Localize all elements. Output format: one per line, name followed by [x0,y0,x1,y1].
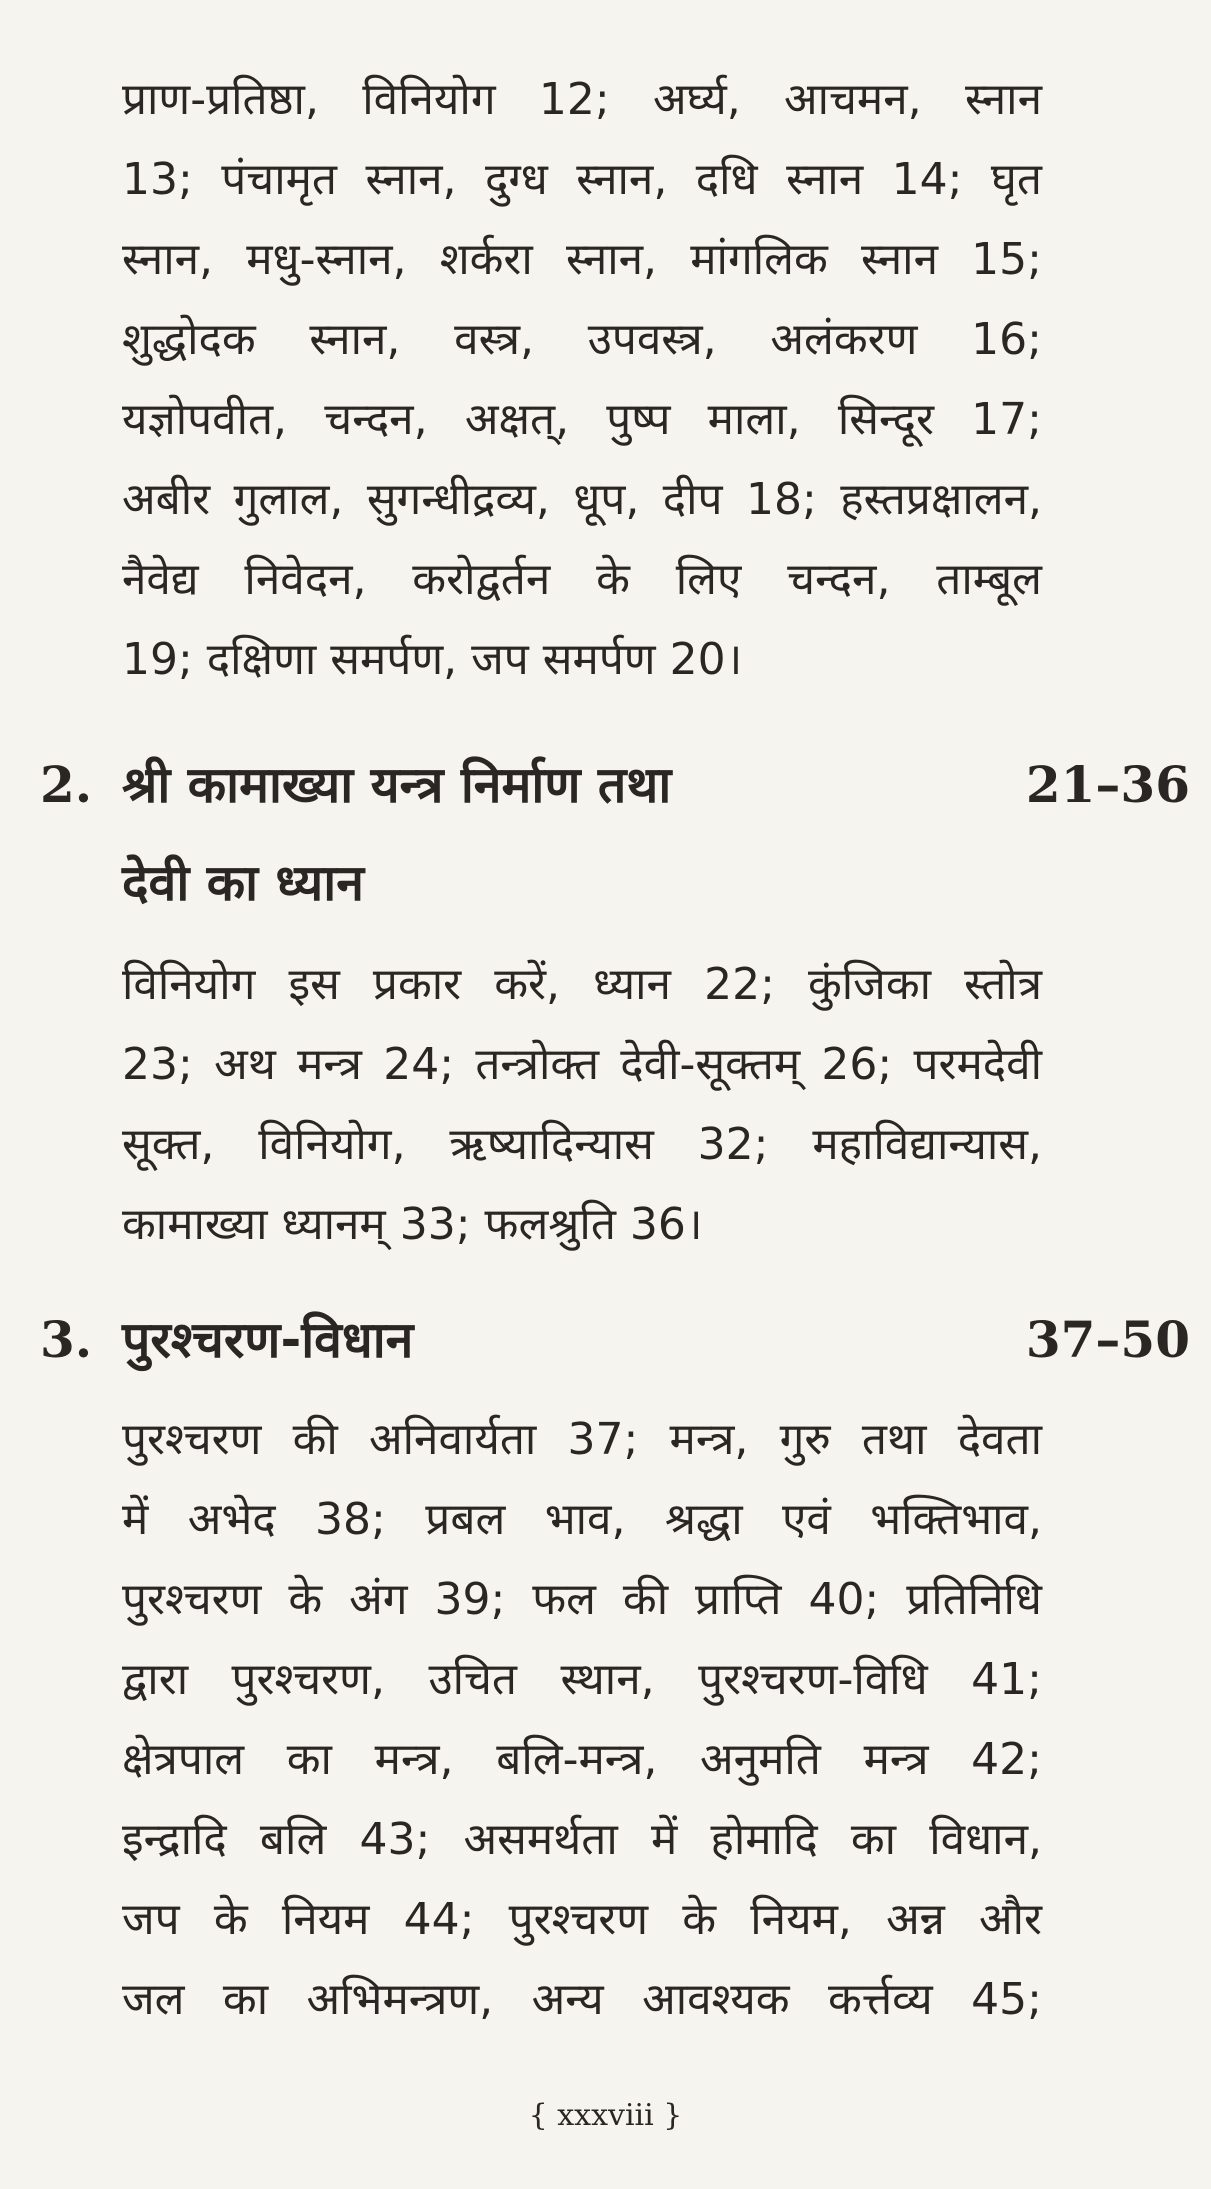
text-line: कामाख्या ध्यानम् 33; फलश्रुति 36। [122,1199,703,1250]
text-line: जप के नियम 44; पुरश्चरण के नियम, अन्न और [122,1894,1042,1945]
text-line: द्वारा पुरश्चरण, उचित स्थान, पुरश्चरण-विधि 41; [122,1654,1042,1705]
text-line: शुद्धोदक स्नान, वस्त्र, उपवस्त्र, अलंकरण 16; [122,314,1042,365]
text-line: सूक्त, विनियोग, ऋष्यादिन्यास 32; महाविद्यान्यास, [122,1119,1042,1170]
section-3-paragraph [122,1400,1042,2040]
section-title: श्री कामाख्या यन्त्र निर्माण तथा [122,756,672,814]
text-line: प्राण-प्रतिष्ठा, विनियोग 12; अर्घ्य, आचमन, स्नान [122,74,1042,125]
text-line: क्षेत्रपाल का मन्त्र, बलि-मन्त्र, अनुमति मन्त्र 42; [122,1734,1042,1785]
section-number: 2. [40,755,93,814]
section-subtitle: देवी का ध्यान [122,854,364,912]
section-title: पुरश्चरण-विधान [122,1311,414,1369]
text-line: अबीर गुलाल, सुगन्धीद्रव्य, धूप, दीप 18; हस्तप्रक्षालन, [122,474,1042,525]
text-line: पुरश्चरण के अंग 39; फल की प्राप्ति 40; प्रतिनिधि [122,1574,1042,1625]
text-line: इन्द्रादि बलि 43; असमर्थता में होमादि का विधान, [122,1814,1042,1865]
section-number: 3. [40,1310,93,1369]
section-page-range: 37–50 [1025,1310,1190,1369]
text-line: यज्ञोपवीत, चन्दन, अक्षत्, पुष्प माला, सिन्दूर 17; [122,394,1042,445]
section-page-range: 21–36 [1025,755,1190,814]
text-line: स्नान, मधु-स्नान, शर्करा स्नान, मांगलिक स्नान 15; [122,234,1042,285]
text-line: विनियोग इस प्रकार करें, ध्यान 22; कुंजिका स्तोत्र [122,959,1042,1010]
text-line: नैवेद्य निवेदन, करोद्वर्तन के लिए चन्दन, ताम्बूल [122,554,1042,605]
text-line: पुरश्चरण की अनिवार्यता 37; मन्त्र, गुरु तथा देवता [122,1414,1042,1465]
text-line: जल का अभिमन्त्रण, अन्य आवश्यक कर्त्तव्य 45; [122,1974,1042,2025]
text-line: में अभेद 38; प्रबल भाव, श्रद्धा एवं भक्तिभाव, [122,1494,1042,1545]
page-number: { xxxviii } [528,2098,683,2133]
contents-intro-paragraph [122,60,1042,700]
text-line: 13; पंचामृत स्नान, दुग्ध स्नान, दधि स्नान 14; घृत [122,154,1042,205]
section-2-paragraph [122,945,1042,1265]
text-line: 19; दक्षिणा समर्पण, जप समर्पण 20। [122,634,743,685]
text-line: 23; अथ मन्त्र 24; तन्त्रोक्त देवी-सूक्तम् 26; परमदेवी [122,1039,1042,1090]
